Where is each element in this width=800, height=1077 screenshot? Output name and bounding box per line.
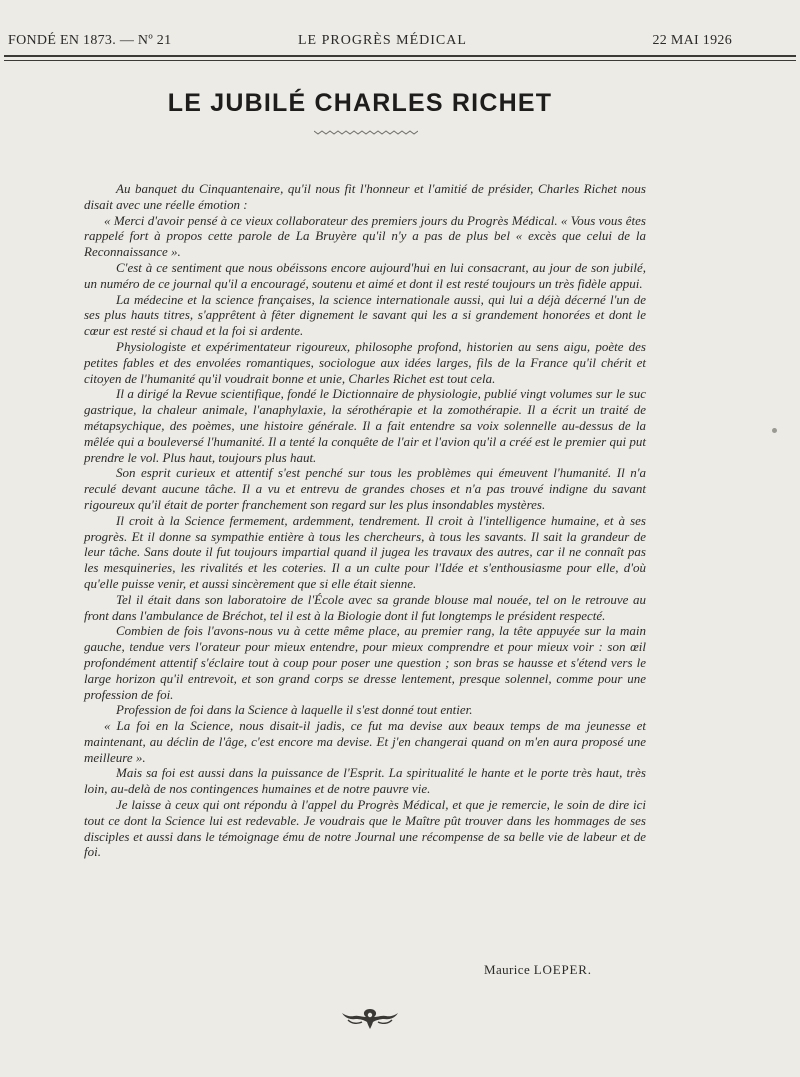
- paragraph: Il a dirigé la Revue scientifique, fondé le Dictionnaire de physiologie, publié vingt volumes sur le suc gastrique, la chaleur animale, l'anaphylaxie, la sérothérapie et la zomothérapie. Il a écrit un traité de métapsychique, des poèmes, une histoire générale. Il a fait entendre sa voix solennelle au-dessus de la mêlée qui a bouleversé l'humanité. Il a tenté la conquête de l'air et l'avion qu'il a créé est le premier qui put prendre le vol. Plus haut, toujours plus haut.: [84, 386, 646, 465]
- running-header: [8, 33, 730, 51]
- page-speck: [772, 428, 777, 433]
- fleuron-ornament-icon: [340, 1005, 400, 1031]
- paragraph-quote: « La foi en la Science, nous disait-il jadis, ce fut ma devise aux beaux temps de ma jeunesse et maintenant, au déclin de l'âge, c'est encore ma devise. Et j'en changerai quand on m'en aura proposé une meilleure ».: [84, 718, 646, 765]
- paragraph: Il croit à la Science fermement, ardemment, tendrement. Il croit à l'intelligence humaine, et à ses progrès. Et il donne sa sympathie entière à tous les chercheurs, à tous les savants. Il sait la grandeur de leur tâche. Sans doute il fut toujours impartial quand il jugea les travaux des autres, car il ne connaît pas les mesquineries, les rivalités et les coteries. Il a un culte pour l'Idée et s'enthousiasme pour elle, d'où qu'elle puisse venir, et aussi sincèrement que si elle était sienne.: [84, 512, 646, 591]
- paragraph: C'est à ce sentiment que nous obéissons encore aujourd'hui en lui consacrant, au jour de son jubilé, un numéro de ce journal qu'il a encouragé, soutenu et aimé et dont il est resté toujours un très fidèle appui.: [84, 259, 646, 291]
- paragraph: Combien de fois l'avons-nous vu à cette même place, au premier rang, la tête appuyée sur la main gauche, tendue vers l'orateur pour mieux entendre, pour mieux comprendre et pour mieux voir : son œil profondément attentif s'éclaire tout à coup pour poser une question ; son bras se hausse et s'étend vers le large horizon qu'il entrevoit, et son grand corps se dresse lentement, presque solennel, comme pour une profession de foi.: [84, 623, 646, 702]
- article-title: LE JUBILÉ CHARLES RICHET: [167, 89, 553, 117]
- author-signature: [484, 962, 592, 978]
- header-date: 22 MAI 1926: [652, 33, 732, 48]
- paragraph: Au banquet du Cinquantenaire, qu'il nous fit l'honneur et l'amitié de présider, Charles Richet nous disait avec une réelle émotion :: [84, 181, 646, 212]
- paragraph: Tel il était dans son laboratoire de l'École avec sa grande blouse mal nouée, tel on le retrouve au front dans l'ambulance de Bréchot, tel il est à la Biologie dont il fut longtemps le président respecté.: [84, 591, 646, 623]
- author-last-name: LOEPER.: [533, 962, 592, 977]
- header-rule-thin: [4, 60, 796, 61]
- paragraph-quote: « Merci d'avoir pensé à ce vieux collaborateur des premiers jours du Progrès Médical. « Vous vous êtes rappelé fort à propos cette parole de La Bruyère qu'il n'y a pas de plus bel « excès que celui de la Reconnaissance ».: [84, 212, 646, 260]
- title-ornament-rule: [314, 127, 418, 137]
- paragraph: Son esprit curieux et attentif s'est penché sur tous les problèmes qui émeuvent l'humanité. Il n'a reculé devant aucune tâche. Il a vu et entrevu de grandes choses et n'a pas trouvé indigne du savant rigoureux qu'il était de porter franchement son regard sur les plus insondables mystères.: [84, 465, 646, 512]
- article-body: [84, 181, 646, 860]
- header-journal-name: LE PROGRÈS MÉDICAL: [298, 33, 467, 48]
- author-first-name: Maurice: [484, 962, 531, 977]
- header-rule-thick: [4, 55, 796, 57]
- paragraph: Mais sa foi est aussi dans la puissance de l'Esprit. La spiritualité le hante et le porte très haut, très loin, au-delà de nos contingences humaines et de notre pauvre vie.: [84, 765, 646, 797]
- paragraph: Je laisse à ceux qui ont répondu à l'appel du Progrès Médical, et que je remercie, le soin de dire ici tout ce dont la Science lui est redevable. Je voudrais que le Maître pût trouver dans les hommages de ses disciples et aussi dans le témoignage ému de notre Journal une récompense de sa belle vie de labeur et de foi.: [84, 797, 646, 860]
- paragraph: La médecine et la science françaises, la science internationale aussi, qui lui a déjà décerné l'un de ses plus hauts titres, s'apprêtent à fêter dignement le savant qui les a si grandement honorées et dont le cœur est resté si chaud et la foi si ardente.: [84, 291, 646, 339]
- header-founding-issue: FONDÉ EN 1873. — Nº 21: [8, 33, 172, 48]
- paragraph: Physiologiste et expérimentateur rigoureux, philosophe profond, historien au sens aigu, poète des petites fables et des envolées romantiques, sociologue aux idées larges, fils de la France qu'il chérit et citoyen de l'humanité qu'il voudrait bonne et unie, Charles Richet est tout cela.: [84, 338, 646, 386]
- paragraph: Profession de foi dans la Science à laquelle il s'est donné tout entier.: [116, 702, 473, 718]
